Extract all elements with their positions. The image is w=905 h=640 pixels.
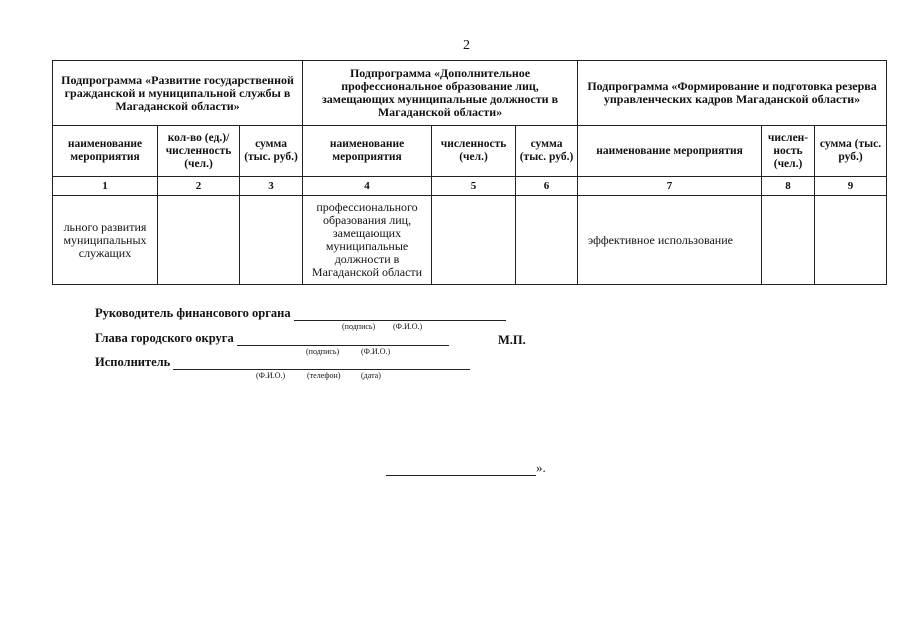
blank-line	[386, 461, 536, 476]
column-header: сумма (тыс. руб.)	[815, 126, 887, 177]
finance-head-label: Руководитель финансового органа	[95, 306, 291, 320]
table-cell	[762, 196, 815, 285]
executor-field[interactable]	[173, 369, 470, 370]
column-header: сумма (тыс. руб.)	[516, 126, 578, 177]
table-cell	[240, 196, 303, 285]
column-number: 6	[516, 177, 578, 196]
closing-text: ».	[536, 460, 546, 475]
table-cell: эффективное использование	[578, 196, 762, 285]
table-cell	[815, 196, 887, 285]
city-head-line	[95, 331, 449, 346]
group-header-3: Подпрограмма «Формирование и подготовка резерва управленческих кадров Магаданской области»	[578, 61, 887, 126]
hint-signature: (подпись)	[306, 347, 340, 356]
table-cell: профессионального образования лиц, замещающих муниципальные должности в Магаданской области	[303, 196, 432, 285]
signature-field[interactable]	[237, 345, 449, 346]
column-header: кол-во (ед.)/ численность (чел.)	[158, 126, 240, 177]
executor-label: Исполнитель	[95, 355, 171, 369]
column-number: 2	[158, 177, 240, 196]
column-header: числен-ность (чел.)	[762, 126, 815, 177]
city-head-label: Глава городского округа	[95, 331, 234, 345]
column-number: 9	[815, 177, 887, 196]
column-header: наименование мероприятия	[578, 126, 762, 177]
column-header: численность (чел.)	[432, 126, 516, 177]
closing-line	[386, 460, 546, 476]
hint-phone: (телефон)	[307, 371, 341, 380]
finance-head-line	[95, 306, 506, 321]
column-number: 5	[432, 177, 516, 196]
column-header: сумма (тыс. руб.)	[240, 126, 303, 177]
hint-fio: (Ф.И.О.)	[361, 347, 391, 356]
hint-fio: (Ф.И.О.)	[393, 322, 423, 331]
table-cell: льного развития муниципальных служащих	[53, 196, 158, 285]
hint-fio: (Ф.И.О.)	[256, 371, 286, 380]
group-header-row	[53, 61, 887, 126]
table-cell	[516, 196, 578, 285]
executor-line	[95, 355, 470, 370]
table-row	[53, 196, 887, 285]
column-number: 8	[762, 177, 815, 196]
hint-date: (дата)	[361, 371, 381, 380]
column-number: 1	[53, 177, 158, 196]
column-number: 3	[240, 177, 303, 196]
table-cell	[432, 196, 516, 285]
column-number-row	[53, 177, 887, 196]
page-number: 2	[463, 38, 470, 53]
column-header-row	[53, 126, 887, 177]
column-number: 7	[578, 177, 762, 196]
group-header-1: Подпрограмма «Развитие государственной гражданской и муниципальной службы в Магаданской области»	[53, 61, 303, 126]
hint-signature: (подпись)	[342, 322, 376, 331]
column-number: 4	[303, 177, 432, 196]
column-header: наименование мероприятия	[53, 126, 158, 177]
report-table	[52, 60, 887, 285]
table-cell	[158, 196, 240, 285]
signature-field[interactable]	[294, 320, 506, 321]
stamp-place: М.П.	[498, 333, 526, 347]
column-header: наименование мероприятия	[303, 126, 432, 177]
group-header-2: Подпрограмма «Дополнительное профессиональное образование лиц, замещающих муниципальные должности в Магаданской области»	[303, 61, 578, 126]
